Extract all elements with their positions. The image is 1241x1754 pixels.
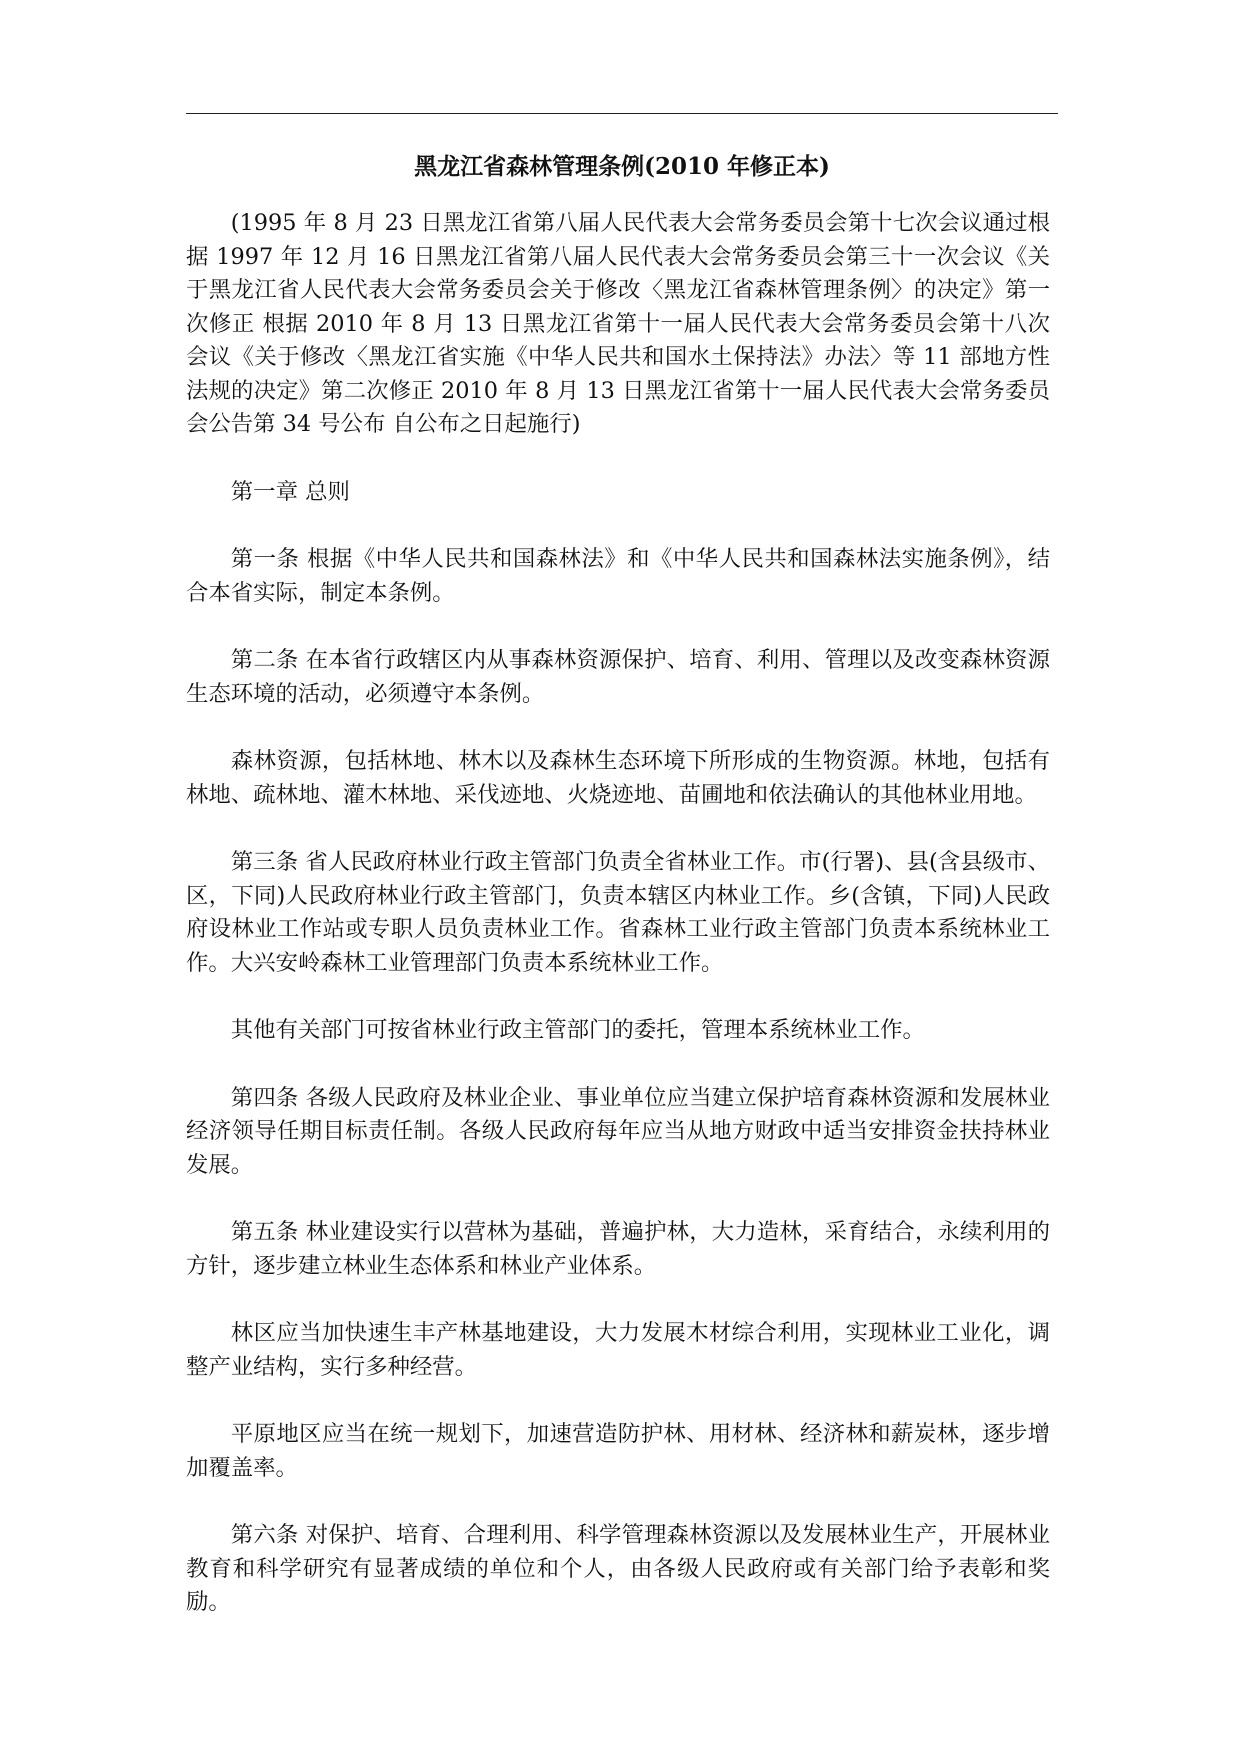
article-3: 第三条 省人民政府林业行政主管部门负责全省林业工作。市(行署)、县(含县级市、区，下同)人民政府林业行政主管部门，负责本辖区内林业工作。乡(含镇，下同)人民政府设林业工作站或专职人员负责林业工作。省森林工业行政主管部门负责本系统林业工作。大兴安岭森林工业管理部门负责本系统林业工作。 — [186, 849, 1050, 976]
article-5-clause-forest-region: 林区应当加快速生丰产林基地建设，大力发展木材综合利用，实现林业工业化，调整产业结构，实行多种经营。 — [186, 1320, 1050, 1380]
document-body — [186, 207, 1050, 1654]
article-5-clause-plains: 平原地区应当在统一规划下，加速营造防护林、用材林、经济林和薪炭林，逐步增加覆盖率。 — [186, 1421, 1050, 1481]
article-4: 第四条 各级人民政府及林业企业、事业单位应当建立保护培育森林资源和发展林业经济领导任期目标责任制。各级人民政府每年应当从地方财政中适当安排资金扶持林业发展。 — [186, 1084, 1050, 1178]
article-3-clause: 其他有关部门可按省林业行政主管部门的委托，管理本系统林业工作。 — [230, 1017, 925, 1043]
chapter-heading: 第一章 总则 — [230, 478, 350, 505]
header-rule — [186, 113, 1058, 114]
article-5: 第五条 林业建设实行以营林为基础，普遍护林，大力造林，采育结合，永续利用的方针，逐步建立林业生态体系和林业产业体系。 — [186, 1219, 1050, 1279]
preamble-paragraph: (1995 年 8 月 23 日黑龙江省第八届人民代表大会常务委员会第十七次会议通过根据 1997 年 12 月 16 日黑龙江省第八届人民代表大会常务委员会第三十一次会议《关于黑龙江省人民代表大会常务委员会关于修改〈黑龙江省森林管理条例〉的决定》第一次修正 根据 2010 年 8 月 13 日黑龙江省第十一届人民代表大会常务委员会第十八次会议《关于修改〈黑龙江省实施《中华人民共和国水土保持法》办法〉等 11 部地方性法规的决定》第二次修正 2010 年 8 月 13 日黑龙江省第十一届人民代表大会常务委员会公告第 34 号公布 自公布之日起施行) — [186, 210, 1050, 437]
article-6: 第六条 对保护、培育、合理利用、科学管理森林资源以及发展林业生产，开展林业教育和科学研究有显著成绩的单位和个人，由各级人民政府或有关部门给予表彰和奖励。 — [186, 1522, 1050, 1615]
article-1: 第一条 根据《中华人民共和国森林法》和《中华人民共和国森林法实施条例》，结合本省实际，制定本条例。 — [186, 546, 1050, 606]
article-2-clause: 森林资源，包括林地、林木以及森林生态环境下所形成的生物资源。林地，包括有林地、疏林地、灌木林地、采伐迹地、火烧迹地、苗圃地和依法确认的其他林业用地。 — [186, 748, 1050, 808]
document-title: 黑龙江省森林管理条例(2010 年修正本) — [414, 153, 830, 180]
article-2: 第二条 在本省行政辖区内从事森林资源保护、培育、利用、管理以及改变森林资源生态环境的活动，必须遵守本条例。 — [186, 647, 1050, 707]
